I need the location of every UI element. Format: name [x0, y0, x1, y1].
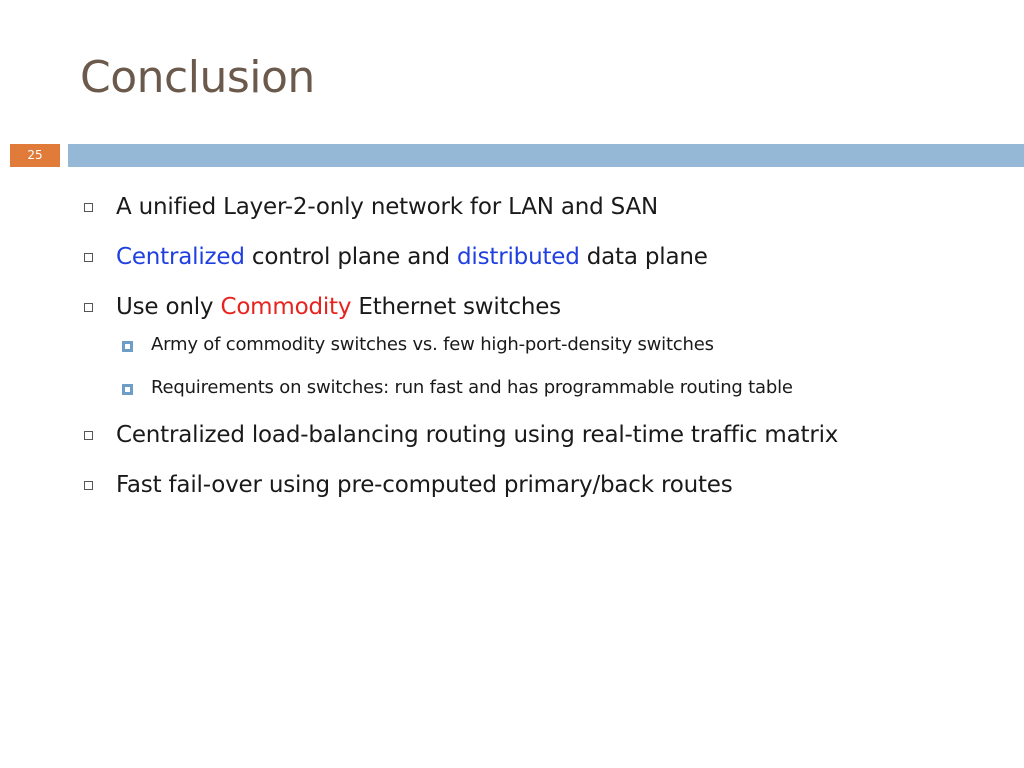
- square-bullet-icon: [84, 303, 93, 312]
- sub-bullet-item-1: [80, 332, 980, 358]
- square-bullet-icon: [84, 481, 93, 490]
- square-bullet-icon: [84, 203, 93, 212]
- bullet-item-4: [80, 418, 980, 452]
- bullet-text: control plane and: [244, 244, 458, 270]
- bullet-item-5: [80, 468, 980, 502]
- sub-bullet-text: Requirements on switches: run fast and has programmable routing table: [151, 377, 793, 398]
- square-bullet-icon: [84, 253, 93, 262]
- square-bullet-icon: [84, 431, 93, 440]
- bullet-list: [80, 190, 980, 518]
- highlight-centralized: Centralized: [116, 244, 245, 270]
- filled-square-bullet-icon: [122, 384, 133, 395]
- bullet-text: A unified Layer-2-only network for LAN and SAN: [116, 194, 659, 220]
- bullet-text: Ethernet switches: [351, 294, 561, 320]
- filled-square-bullet-icon: [122, 341, 133, 352]
- bullet-item-1: [80, 190, 980, 224]
- sub-bullet-item-2: [80, 375, 980, 401]
- bullet-text: Fast fail-over using pre-computed primary/back routes: [116, 472, 733, 498]
- page-number-badge: 25: [10, 144, 60, 167]
- bullet-item-2: [80, 240, 980, 274]
- sub-bullet-text: Army of commodity switches vs. few high-port-density switches: [151, 334, 714, 355]
- title-rule-bar: [68, 144, 1024, 167]
- slide-title: Conclusion: [80, 52, 315, 103]
- bullet-text: Centralized load-balancing routing using real-time traffic matrix: [116, 422, 839, 448]
- highlight-commodity: Commodity: [220, 294, 352, 320]
- bullet-text: Use only: [116, 294, 221, 320]
- bullet-item-3: [80, 290, 980, 324]
- sub-bullet-list: [80, 332, 980, 401]
- highlight-distributed: distributed: [457, 244, 580, 270]
- bullet-text: data plane: [579, 244, 708, 270]
